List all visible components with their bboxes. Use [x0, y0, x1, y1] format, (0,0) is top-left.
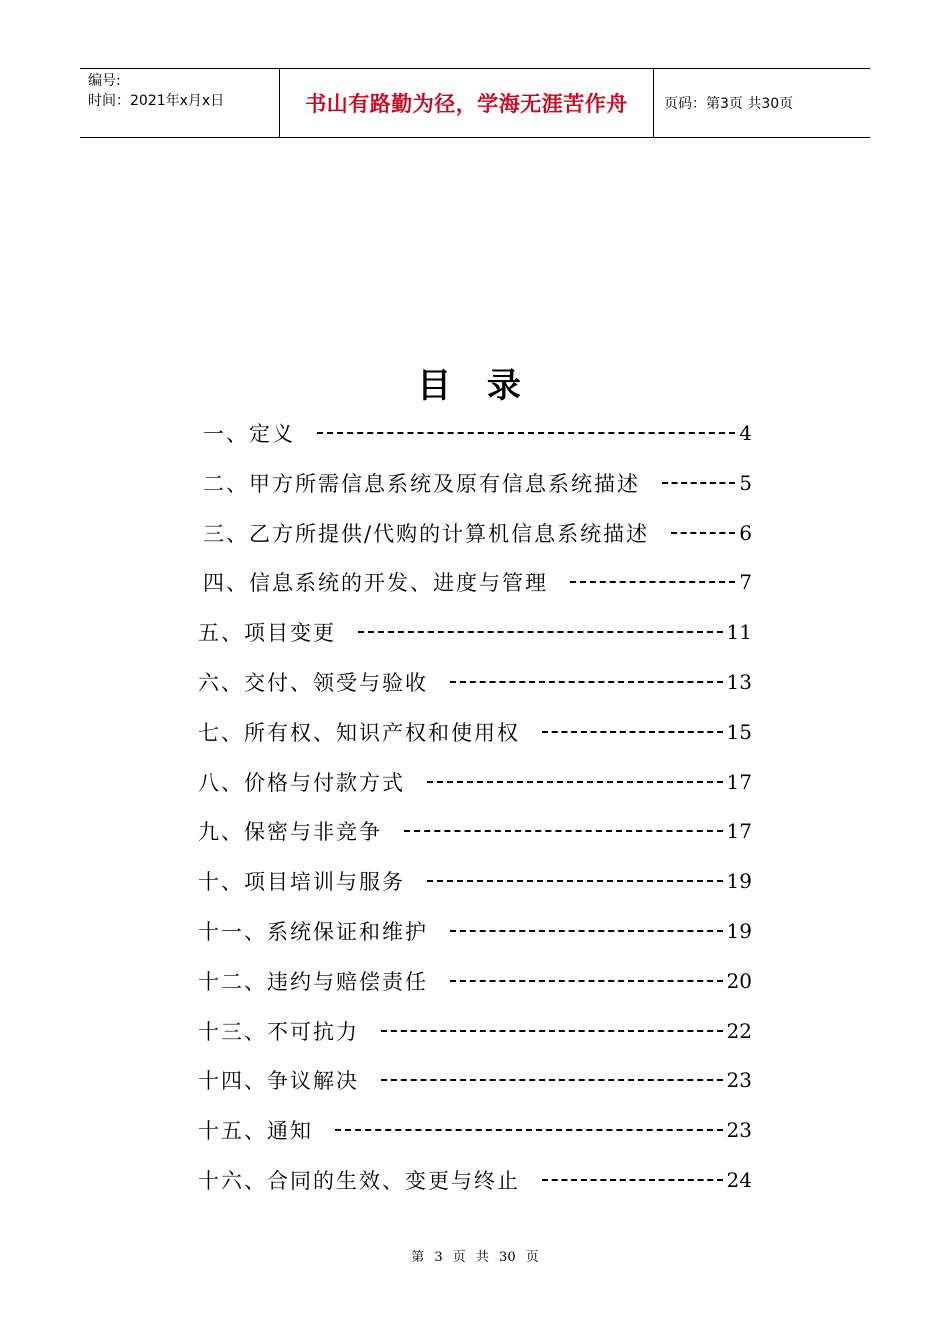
toc-entry[interactable] — [198, 1016, 752, 1046]
toc-entry[interactable] — [198, 1065, 752, 1095]
toc-entry-page-number: 19 — [726, 919, 752, 943]
toc-entry[interactable] — [198, 617, 752, 647]
toc-dash-leader — [570, 581, 735, 583]
toc-entry-page-number: 6 — [739, 520, 752, 545]
toc-entry[interactable] — [198, 667, 752, 697]
toc-entry-label: 十二、违约与赔偿责任 — [198, 969, 428, 994]
toc-entry-label: 六、交付、领受与验收 — [198, 671, 428, 695]
toc-dash-leader — [427, 880, 723, 882]
toc-entry[interactable] — [198, 767, 752, 797]
toc-dash-leader — [381, 1079, 723, 1081]
toc-entry-page-number: 24 — [726, 1168, 752, 1192]
toc-entry[interactable] — [198, 1165, 752, 1195]
toc-dash-leader — [404, 830, 723, 832]
toc-entry-page-number: 5 — [739, 470, 752, 495]
toc-dash-leader — [450, 980, 723, 982]
toc-entry-label: 十、项目培训与服务 — [198, 870, 405, 895]
toc-dash-leader — [335, 1129, 723, 1131]
document-number-label: 编号: — [88, 73, 121, 89]
toc-dash-leader — [671, 532, 735, 534]
toc-dash-leader — [427, 781, 723, 783]
toc-dash-leader — [317, 432, 735, 434]
toc-dash-leader — [450, 681, 723, 683]
toc-dash-leader — [381, 1030, 723, 1032]
page-footer: 第 3 页 共 30 页 — [411, 1250, 539, 1265]
toc-dash-leader — [542, 1179, 723, 1181]
toc-entry-label: 十四、争议解决 — [198, 1069, 359, 1094]
toc-entry-page-number: 17 — [726, 819, 752, 844]
header-page-info: 页码：第3页 共30页 — [664, 96, 794, 112]
toc-entry-page-number: 15 — [726, 719, 752, 744]
toc-entry-label: 十一、系统保证和维护 — [198, 920, 428, 944]
toc-entry-label: 三、乙方所提供/代购的计算机信息系统描述 — [203, 521, 650, 546]
toc-entry[interactable] — [198, 966, 752, 996]
toc-dash-leader — [662, 482, 735, 484]
toc-entry-label: 十三、不可抗力 — [198, 1019, 359, 1044]
toc-dash-leader — [450, 930, 723, 932]
toc-entry-label: 十六、合同的生效、变更与终止 — [198, 1169, 520, 1193]
toc-entry-label: 九、保密与非竞争 — [198, 820, 382, 845]
toc-entry[interactable] — [203, 468, 752, 498]
toc-entry-label: 五、项目变更 — [198, 621, 336, 646]
toc-entry-label: 八、价格与付款方式 — [198, 770, 405, 795]
toc-dash-leader — [358, 631, 723, 633]
document-date: 时间：2021年x月x日 — [88, 93, 225, 109]
header-motto: 书山有路勤为径，学海无涯苦作舟 — [305, 92, 628, 116]
toc-entry-page-number: 23 — [726, 1068, 752, 1093]
toc-entry-page-number: 11 — [726, 620, 752, 645]
toc-entry-page-number: 20 — [726, 968, 752, 993]
toc-entry-label: 七、所有权、知识产权和使用权 — [198, 720, 520, 745]
toc-entry-page-number: 19 — [726, 869, 752, 894]
toc-entry[interactable] — [198, 866, 752, 896]
toc-entry-label: 十五、通知 — [198, 1119, 313, 1144]
toc-entry[interactable] — [203, 518, 752, 548]
toc-entry-label: 四、信息系统的开发、进度与管理 — [203, 571, 548, 596]
toc-entry[interactable] — [198, 816, 752, 846]
toc-entry[interactable] — [203, 418, 752, 448]
toc-dash-leader — [542, 731, 723, 733]
toc-entry[interactable] — [198, 1115, 752, 1145]
toc-entry[interactable] — [198, 916, 752, 946]
toc-title: 目 录 — [417, 366, 533, 406]
toc-entry-page-number: 13 — [726, 670, 752, 694]
toc-entry-page-number: 17 — [726, 769, 752, 794]
toc-entry-page-number: 23 — [726, 1118, 752, 1143]
toc-entry-label: 一、定义 — [203, 422, 295, 446]
toc-entry-page-number: 22 — [726, 1018, 752, 1043]
toc-entry[interactable] — [203, 567, 752, 597]
toc-entry[interactable] — [198, 717, 752, 747]
toc-entry-page-number: 7 — [739, 570, 752, 595]
toc-entry-label: 二、甲方所需信息系统及原有信息系统描述 — [203, 471, 640, 496]
toc-entry-page-number: 4 — [739, 421, 752, 445]
